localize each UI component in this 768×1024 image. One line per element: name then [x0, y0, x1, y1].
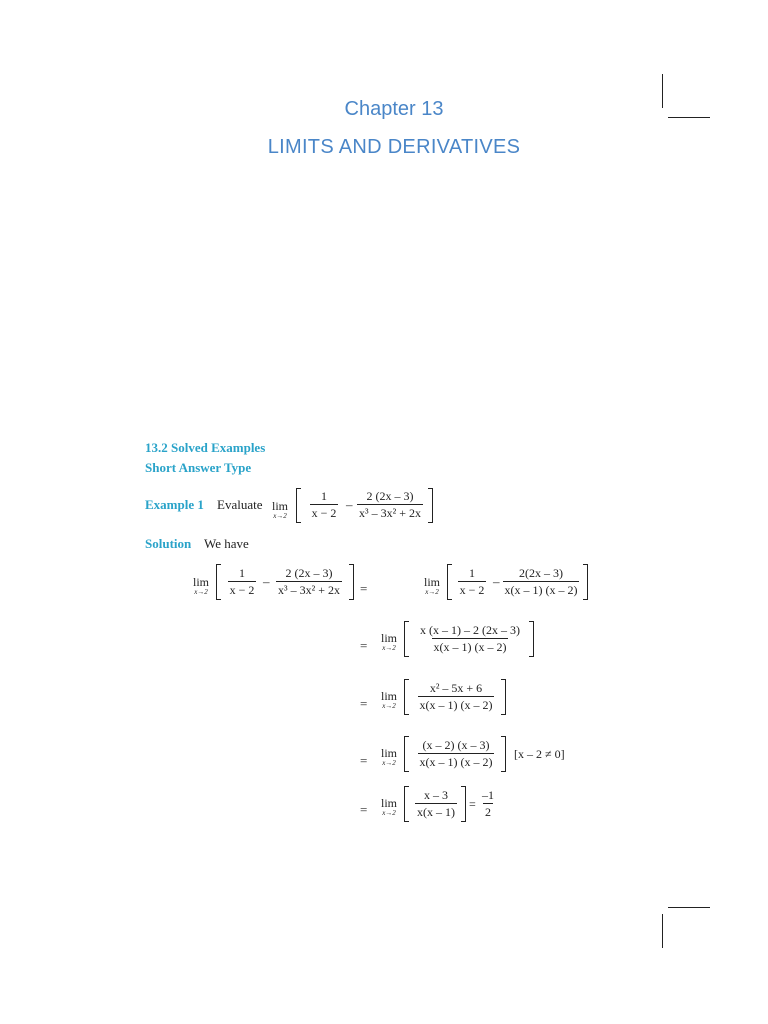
left-bracket	[404, 736, 409, 772]
left-bracket	[404, 679, 409, 715]
left-bracket	[404, 786, 409, 822]
crop-mark-bottom-vertical	[662, 914, 663, 948]
equals-sign: =	[360, 696, 368, 711]
fraction-denominator: x(x – 1) (x – 2)	[504, 583, 578, 597]
chapter-number: Chapter 13	[344, 98, 444, 120]
fraction-denominator: x(x – 1) (x – 2)	[419, 698, 493, 712]
step1-fraction	[410, 624, 530, 653]
fraction-numerator: x (x – 1) – 2 (2x – 3)	[420, 623, 520, 637]
fraction-denominator: x(x – 1) (x – 2)	[433, 640, 507, 654]
section-subheading: Short Answer Type	[145, 460, 252, 475]
equals-sign: =	[360, 638, 368, 653]
fraction-numerator: (x – 2) (x – 3)	[422, 738, 490, 752]
fraction-numerator: 1	[239, 566, 245, 580]
solution-label: Solution	[145, 536, 192, 551]
fraction-numerator: 2 (2x – 3)	[366, 489, 414, 503]
right-bracket	[349, 564, 354, 600]
equals-sign: =	[360, 753, 368, 768]
fraction-denominator: x − 2	[229, 583, 255, 597]
section-heading: 13.2 Solved Examples	[145, 440, 266, 455]
right-bracket	[428, 488, 433, 523]
step4-fraction	[410, 789, 462, 818]
step0-lhs-fraction-1	[223, 567, 261, 596]
fraction-denominator: x − 2	[311, 506, 337, 520]
fraction-denominator: x(x – 1)	[417, 805, 455, 819]
step3-condition-note: [x – 2 ≠ 0]	[514, 747, 565, 761]
step0-lhs-limit	[193, 576, 209, 596]
lim-subscript: x→2	[273, 512, 287, 520]
left-bracket	[296, 488, 301, 523]
lim-subscript: x→2	[382, 809, 396, 817]
step4-limit	[381, 797, 397, 817]
example-prompt: Evaluate	[217, 497, 263, 512]
example-label: Example 1	[145, 497, 204, 512]
fraction-denominator: x³ – 3x² + 2x	[278, 583, 340, 597]
fraction-numerator: 1	[321, 489, 327, 503]
fraction-denominator: x − 2	[459, 583, 485, 597]
minus-sign: –	[346, 497, 353, 512]
example-fraction-2	[352, 490, 428, 519]
step0-lhs-fraction-2	[269, 567, 349, 596]
fraction-numerator: x – 3	[424, 788, 448, 802]
lim-operator: lim	[193, 575, 210, 589]
lim-operator: lim	[424, 575, 441, 589]
lim-subscript: x→2	[382, 702, 396, 710]
fraction-numerator: x² – 5x + 6	[429, 681, 483, 695]
fraction-denominator: x(x – 1) (x – 2)	[419, 755, 493, 769]
lim-operator: lim	[381, 796, 398, 810]
equals-sign: =	[360, 581, 368, 596]
right-bracket	[529, 621, 534, 657]
left-bracket	[216, 564, 221, 600]
step2-fraction	[410, 682, 502, 711]
step3-limit	[381, 747, 397, 767]
lim-operator: lim	[272, 499, 289, 513]
fraction-numerator: –1	[482, 788, 494, 802]
equals-sign: =	[360, 802, 368, 817]
right-bracket	[583, 564, 588, 600]
lim-subscript: x→2	[382, 644, 396, 652]
right-bracket	[501, 736, 506, 772]
right-bracket	[461, 786, 466, 822]
lim-operator: lim	[381, 631, 398, 645]
step0-rhs-fraction-1	[453, 567, 491, 596]
equals-sign: =	[469, 797, 476, 811]
lim-operator: lim	[381, 746, 398, 760]
minus-sign: –	[263, 574, 270, 589]
lim-subscript: x→2	[382, 759, 396, 767]
minus-sign: –	[493, 574, 500, 589]
example-fraction-1	[304, 490, 344, 519]
fraction-numerator: 2 (2x – 3)	[285, 566, 333, 580]
lim-subscript: x→2	[194, 588, 208, 596]
example-limit	[272, 500, 288, 520]
solution-text: We have	[204, 536, 249, 551]
chapter-title: LIMITS AND DERIVATIVES	[267, 136, 521, 158]
fraction-denominator: 2	[485, 805, 491, 819]
step3-fraction	[410, 739, 502, 768]
crop-mark-bottom-horizontal	[668, 907, 710, 908]
left-bracket	[404, 621, 409, 657]
left-bracket	[447, 564, 452, 600]
lim-subscript: x→2	[425, 588, 439, 596]
lim-operator: lim	[381, 689, 398, 703]
fraction-numerator: 2(2x – 3)	[519, 566, 563, 580]
result-fraction	[478, 789, 498, 818]
step2-limit	[381, 690, 397, 710]
right-bracket	[501, 679, 506, 715]
step0-rhs-limit	[424, 576, 440, 596]
fraction-denominator: x³ – 3x² + 2x	[359, 506, 421, 520]
step0-rhs-fraction-2	[499, 567, 583, 596]
step1-limit	[381, 632, 397, 652]
fraction-numerator: 1	[469, 566, 475, 580]
